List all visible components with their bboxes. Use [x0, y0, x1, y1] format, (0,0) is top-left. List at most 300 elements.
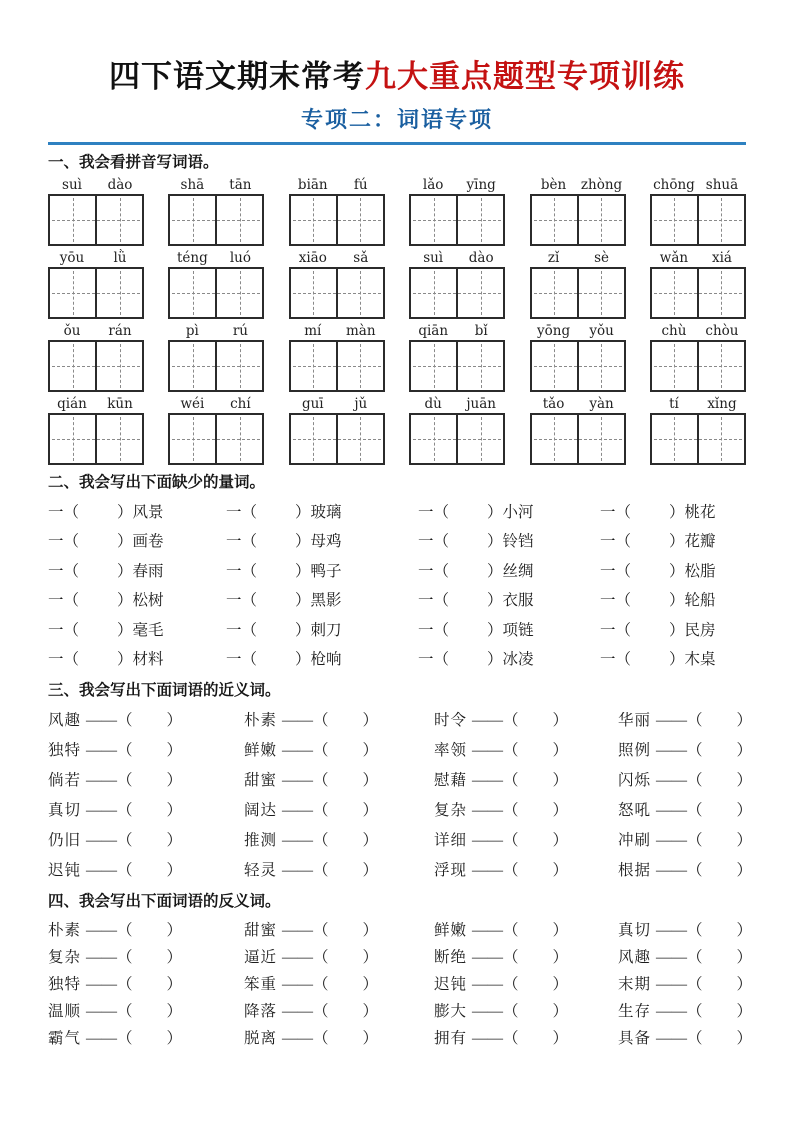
item-word: 怒吼 — [618, 802, 652, 819]
writing-grid-cell — [50, 196, 95, 244]
item-close: ） — [552, 742, 569, 759]
item-close: ） — [487, 592, 503, 610]
answer-blank — [519, 874, 553, 875]
item-close: ） — [487, 503, 503, 521]
item-close: ） — [117, 533, 133, 551]
item-close: ） — [552, 1029, 569, 1047]
item-connector: ——（ — [282, 862, 329, 879]
word-pair-item — [244, 858, 434, 880]
writing-grid-cell — [532, 196, 577, 244]
pinyin-syllable: xǐng — [707, 396, 737, 412]
pinyin-rows — [48, 177, 746, 465]
item-close: ） — [117, 621, 133, 639]
item-connector: ——（ — [86, 772, 133, 789]
item-word: 详细 — [434, 832, 468, 849]
synonym-row — [48, 704, 753, 734]
pinyin-label — [650, 177, 746, 194]
antonym-rows — [48, 915, 753, 1050]
item-close: ） — [736, 948, 753, 966]
item-close: ） — [552, 948, 569, 966]
answer-blank — [257, 663, 295, 664]
item-prefix: 一（ — [226, 592, 258, 610]
word-pair-item — [618, 828, 752, 850]
item-word: 率领 — [434, 742, 468, 759]
item-prefix: 一（ — [226, 503, 258, 521]
answer-blank — [519, 988, 553, 989]
pinyin-syllable: xiá — [711, 250, 732, 266]
item-close: ） — [736, 921, 753, 939]
writing-grid-cell — [532, 415, 577, 463]
item-word: 鲜嫩 — [434, 921, 468, 939]
item-close: ） — [487, 562, 503, 580]
writing-grid-box — [289, 194, 385, 246]
pinyin-word-group — [409, 323, 505, 392]
item-word: 霸气 — [48, 1029, 82, 1047]
item-close: ） — [736, 742, 753, 759]
item-connector: ——（ — [282, 772, 329, 789]
quantifier-item — [48, 529, 226, 551]
item-prefix: 一（ — [48, 651, 80, 669]
item-connector: ——（ — [656, 1002, 703, 1020]
answer-blank — [133, 988, 167, 989]
word-pair-item — [244, 768, 434, 790]
word-pair-item — [48, 768, 244, 790]
answer-blank — [631, 663, 669, 664]
word-pair-item — [48, 828, 244, 850]
pinyin-syllable: chù — [661, 323, 687, 339]
item-close: ） — [552, 921, 569, 939]
synonym-rows — [48, 704, 753, 884]
item-word: 浮现 — [434, 862, 468, 879]
writing-grid-cell — [170, 342, 215, 390]
word-pair-item — [244, 1026, 434, 1048]
item-word: 独特 — [48, 742, 82, 759]
item-word: 拥有 — [434, 1029, 468, 1047]
word-pair-item — [48, 708, 244, 730]
pinyin-syllable: shuā — [705, 177, 739, 193]
writing-grid-box — [168, 194, 264, 246]
quantifier-row — [48, 555, 746, 585]
answer-blank — [703, 961, 737, 962]
quantifier-item — [226, 559, 418, 581]
answer-blank — [519, 934, 553, 935]
item-prefix: 一（ — [418, 533, 450, 551]
quantifier-item — [226, 500, 418, 522]
item-close: ） — [552, 832, 569, 849]
answer-blank — [133, 1015, 167, 1016]
item-word: 项链 — [502, 621, 534, 639]
writing-grid-cell — [95, 415, 142, 463]
item-connector: ——（ — [282, 1029, 329, 1047]
answer-blank — [449, 575, 487, 576]
pinyin-syllable: tān — [229, 177, 252, 193]
answer-blank — [703, 724, 737, 725]
answer-blank — [329, 988, 363, 989]
item-close: ） — [552, 1002, 569, 1020]
title-part-red: 九大重点题型专项训练 — [365, 59, 685, 94]
pinyin-label — [48, 177, 144, 194]
item-word: 冰凌 — [502, 651, 534, 669]
item-word: 鸭子 — [310, 562, 342, 580]
item-word: 丝绸 — [502, 562, 534, 580]
quantifier-item — [48, 588, 226, 610]
pinyin-syllable: luó — [229, 250, 251, 266]
word-pair-item — [244, 738, 434, 760]
answer-blank — [449, 516, 487, 517]
page-subtitle: 专项二：词语专项 — [300, 107, 493, 132]
writing-grid-box — [289, 267, 385, 319]
pinyin-word-group — [168, 323, 264, 392]
item-prefix: 一（ — [418, 562, 450, 580]
item-word: 黑影 — [310, 592, 342, 610]
item-connector: ——（ — [282, 832, 329, 849]
pinyin-word-group — [409, 396, 505, 465]
section-quantifier-heading: 二、我会写出下面缺少的量词。 — [48, 474, 266, 491]
antonym-row — [48, 969, 753, 996]
section-synonym — [48, 681, 753, 884]
quantifier-item — [48, 647, 226, 669]
answer-blank — [79, 575, 117, 576]
writing-grid-cell — [336, 415, 383, 463]
writing-grid-box — [530, 413, 626, 465]
word-pair-item — [434, 999, 618, 1021]
pinyin-word-group — [530, 323, 626, 392]
item-prefix: 一（ — [600, 621, 632, 639]
item-connector: ——（ — [656, 742, 703, 759]
word-pair-item — [434, 738, 618, 760]
pinyin-syllable: tǎo — [542, 396, 565, 412]
item-close: ） — [669, 533, 685, 551]
item-connector: ——（ — [282, 975, 329, 993]
pinyin-label — [530, 177, 626, 194]
item-connector: ——（ — [86, 975, 133, 993]
item-close: ） — [362, 772, 379, 789]
item-word: 松脂 — [684, 562, 716, 580]
item-word: 衣服 — [502, 592, 534, 610]
quantifier-item — [418, 618, 600, 640]
answer-blank — [631, 634, 669, 635]
section-synonym-heading: 三、我会写出下面词语的近义词。 — [48, 682, 281, 699]
writing-grid-cell — [577, 342, 624, 390]
answer-blank — [329, 1015, 363, 1016]
pinyin-label — [168, 177, 264, 194]
pinyin-syllable: pì — [185, 323, 199, 339]
pinyin-syllable: yōu — [59, 250, 85, 266]
answer-blank — [133, 724, 167, 725]
pinyin-label — [650, 250, 746, 267]
item-prefix: 一（ — [226, 533, 258, 551]
pinyin-syllable: wéi — [180, 396, 205, 412]
writing-grid-cell — [95, 342, 142, 390]
pinyin-word-group — [289, 323, 385, 392]
word-pair-item — [48, 972, 244, 994]
pinyin-row — [48, 396, 746, 465]
item-word: 慰藉 — [434, 772, 468, 789]
item-word: 母鸡 — [310, 533, 342, 551]
item-connector: ——（ — [656, 862, 703, 879]
item-word: 朴素 — [48, 921, 82, 939]
pinyin-row — [48, 250, 746, 319]
item-connector: ——（ — [86, 742, 133, 759]
writing-grid-box — [409, 413, 505, 465]
item-word: 甜蜜 — [244, 772, 278, 789]
quantifier-item — [226, 529, 418, 551]
quantifier-item — [600, 529, 746, 551]
word-pair-item — [618, 1026, 752, 1048]
word-pair-item — [618, 708, 752, 730]
writing-grid-box — [530, 194, 626, 246]
writing-grid-cell — [170, 415, 215, 463]
synonym-row — [48, 824, 753, 854]
answer-blank — [79, 516, 117, 517]
item-connector: ——（ — [86, 862, 133, 879]
word-pair-item — [618, 798, 752, 820]
item-word: 根据 — [618, 862, 652, 879]
item-connector: ——（ — [282, 712, 329, 729]
pinyin-row — [48, 323, 746, 392]
writing-grid-cell — [336, 269, 383, 317]
item-word: 迟钝 — [48, 862, 82, 879]
item-close: ） — [487, 533, 503, 551]
item-word: 照例 — [618, 742, 652, 759]
item-word: 花瓣 — [684, 533, 716, 551]
pinyin-word-group — [48, 250, 144, 319]
page-title — [48, 57, 746, 97]
writing-grid-cell — [336, 196, 383, 244]
item-word: 具备 — [618, 1029, 652, 1047]
item-word: 脱离 — [244, 1029, 278, 1047]
item-connector: ——（ — [282, 802, 329, 819]
item-prefix: 一（ — [418, 592, 450, 610]
item-word: 膨大 — [434, 1002, 468, 1020]
writing-grid-box — [530, 340, 626, 392]
pinyin-syllable: suì — [423, 250, 444, 266]
item-close: ） — [487, 651, 503, 669]
synonym-row — [48, 734, 753, 764]
writing-grid-cell — [291, 196, 336, 244]
item-close: ） — [552, 862, 569, 879]
writing-grid-cell — [652, 415, 697, 463]
writing-grid-box — [289, 340, 385, 392]
writing-grid-box — [48, 340, 144, 392]
answer-blank — [133, 934, 167, 935]
item-prefix: 一（ — [48, 562, 80, 580]
pinyin-syllable: jǔ — [354, 396, 368, 412]
item-word: 铃铛 — [502, 533, 534, 551]
writing-grid-cell — [50, 342, 95, 390]
answer-blank — [703, 814, 737, 815]
answer-blank — [329, 874, 363, 875]
item-connector: ——（ — [472, 772, 519, 789]
writing-grid-cell — [652, 342, 697, 390]
pinyin-word-group — [289, 396, 385, 465]
item-close: ） — [362, 975, 379, 993]
word-pair-item — [618, 999, 752, 1021]
pinyin-word-group — [530, 250, 626, 319]
item-prefix: 一（ — [48, 621, 80, 639]
item-word: 画卷 — [132, 533, 164, 551]
item-prefix: 一（ — [226, 562, 258, 580]
item-word: 降落 — [244, 1002, 278, 1020]
writing-grid-box — [168, 413, 264, 465]
item-prefix: 一（ — [226, 621, 258, 639]
answer-blank — [329, 754, 363, 755]
item-connector: ——（ — [86, 1002, 133, 1020]
item-word: 风景 — [132, 503, 164, 521]
writing-grid-box — [650, 340, 746, 392]
answer-blank — [703, 844, 737, 845]
writing-grid-box — [650, 194, 746, 246]
answer-blank — [449, 545, 487, 546]
answer-blank — [703, 1042, 737, 1043]
pinyin-syllable: yīng — [466, 177, 496, 193]
pinyin-syllable: biān — [297, 177, 328, 193]
answer-blank — [133, 754, 167, 755]
item-close: ） — [117, 562, 133, 580]
item-word: 复杂 — [48, 948, 82, 966]
pinyin-label — [530, 250, 626, 267]
item-close: ） — [669, 651, 685, 669]
item-close: ） — [487, 621, 503, 639]
writing-grid-cell — [411, 342, 456, 390]
answer-blank — [519, 1015, 553, 1016]
pinyin-syllable: mí — [304, 323, 322, 339]
pinyin-syllable: yǒu — [589, 323, 614, 339]
item-word: 朴素 — [244, 712, 278, 729]
pinyin-label — [168, 250, 264, 267]
pinyin-label — [409, 177, 505, 194]
item-close: ） — [295, 621, 311, 639]
pinyin-syllable: sè — [594, 250, 610, 266]
item-connector: ——（ — [86, 948, 133, 966]
writing-grid-box — [289, 413, 385, 465]
item-close: ） — [736, 1002, 753, 1020]
item-word: 轮船 — [684, 592, 716, 610]
answer-blank — [449, 663, 487, 664]
quantifier-item — [418, 647, 600, 669]
pinyin-word-group — [409, 177, 505, 246]
quantifier-item — [600, 618, 746, 640]
item-word: 小河 — [502, 503, 534, 521]
quantifier-item — [418, 500, 600, 522]
pinyin-word-group — [409, 250, 505, 319]
pinyin-word-group — [168, 396, 264, 465]
item-word: 木桌 — [684, 651, 716, 669]
item-word: 逼近 — [244, 948, 278, 966]
answer-blank — [329, 934, 363, 935]
item-close: ） — [362, 948, 379, 966]
pinyin-label — [48, 396, 144, 413]
writing-grid-cell — [95, 269, 142, 317]
writing-grid-box — [48, 267, 144, 319]
item-close: ） — [166, 802, 183, 819]
item-close: ） — [295, 592, 311, 610]
item-close: ） — [362, 1029, 379, 1047]
pinyin-label — [289, 177, 385, 194]
item-close: ） — [362, 1002, 379, 1020]
pinyin-word-group — [48, 396, 144, 465]
pinyin-syllable: sǎ — [353, 250, 369, 266]
item-close: ） — [552, 802, 569, 819]
pinyin-syllable: dù — [424, 396, 442, 412]
answer-blank — [329, 1042, 363, 1043]
item-word: 复杂 — [434, 802, 468, 819]
writing-grid-box — [530, 267, 626, 319]
answer-blank — [519, 814, 553, 815]
word-pair-item — [434, 1026, 618, 1048]
item-prefix: 一（ — [600, 651, 632, 669]
quantifier-row — [48, 496, 746, 526]
pinyin-syllable: xiāo — [298, 250, 327, 266]
writing-grid-cell — [291, 342, 336, 390]
word-pair-item — [48, 945, 244, 967]
word-pair-item — [618, 768, 752, 790]
answer-blank — [449, 604, 487, 605]
writing-grid-box — [650, 413, 746, 465]
answer-blank — [449, 634, 487, 635]
item-close: ） — [736, 832, 753, 849]
item-word: 风趣 — [48, 712, 82, 729]
writing-grid-cell — [456, 342, 503, 390]
writing-grid-cell — [291, 415, 336, 463]
pinyin-syllable: qiān — [418, 323, 449, 339]
item-word: 真切 — [48, 802, 82, 819]
answer-blank — [257, 516, 295, 517]
pinyin-row — [48, 177, 746, 246]
item-word: 时令 — [434, 712, 468, 729]
quantifier-row — [48, 614, 746, 644]
writing-grid-box — [48, 194, 144, 246]
writing-grid-cell — [577, 196, 624, 244]
item-word: 春雨 — [132, 562, 164, 580]
item-word: 毫毛 — [132, 621, 164, 639]
pinyin-syllable: chōng — [653, 177, 695, 193]
item-connector: ——（ — [656, 772, 703, 789]
quantifier-item — [418, 588, 600, 610]
pinyin-syllable: wǎn — [659, 250, 689, 266]
writing-grid-cell — [456, 269, 503, 317]
writing-grid-cell — [456, 415, 503, 463]
pinyin-syllable: rú — [232, 323, 248, 339]
quantifier-item — [226, 618, 418, 640]
quantifier-item — [48, 559, 226, 581]
writing-grid-cell — [215, 196, 262, 244]
writing-grid-cell — [577, 269, 624, 317]
writing-grid-cell — [697, 342, 744, 390]
item-close: ） — [669, 503, 685, 521]
quantifier-item — [418, 529, 600, 551]
word-pair-item — [48, 738, 244, 760]
writing-grid-cell — [170, 269, 215, 317]
quantifier-rows — [48, 496, 746, 673]
quantifier-item — [600, 647, 746, 669]
item-word: 冲刷 — [618, 832, 652, 849]
writing-grid-cell — [215, 269, 262, 317]
pinyin-syllable: rán — [108, 323, 132, 339]
answer-blank — [519, 754, 553, 755]
pinyin-syllable: fú — [353, 177, 368, 193]
item-close: ） — [669, 562, 685, 580]
pinyin-word-group — [48, 323, 144, 392]
word-pair-item — [48, 798, 244, 820]
pinyin-syllable: dào — [107, 177, 133, 193]
pinyin-label — [289, 250, 385, 267]
header-divider — [48, 142, 746, 145]
item-connector: ——（ — [86, 802, 133, 819]
pinyin-syllable: téng — [177, 250, 208, 266]
writing-grid-cell — [411, 269, 456, 317]
pinyin-word-group — [289, 250, 385, 319]
